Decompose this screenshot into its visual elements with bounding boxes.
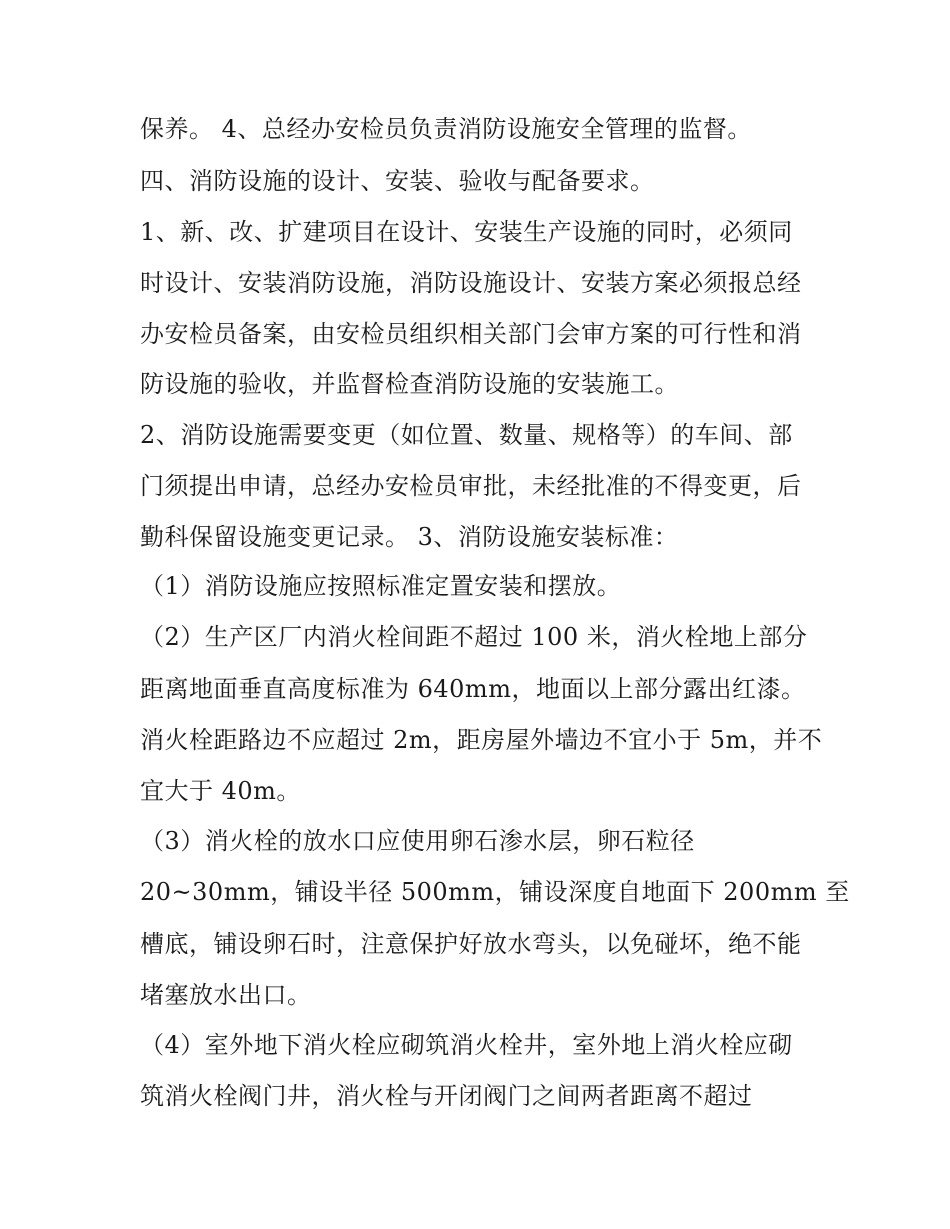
text-line: 堵塞放水出口。 bbox=[140, 981, 312, 1009]
text-line: 门须提出申请，总经办安检员审批，未经批准的不得变更，后 bbox=[140, 472, 802, 500]
text-line: 2、消防设施需要变更（如位置、数量、规格等）的车间、部 bbox=[140, 421, 793, 449]
text-line: 时设计、安装消防设施，消防设施设计、安装方案必须报总经 bbox=[140, 269, 802, 297]
text-line: 保养。 4、总经办安检员负责消防设施安全管理的监督。 bbox=[140, 115, 752, 143]
text-line: 槽底，铺设卵石时，注意保护好放水弯头，以免碰坏，绝不能 bbox=[140, 930, 802, 958]
text-line: 20~30mm，铺设半径 500mm，铺设深度自地面下 200mm 至 bbox=[140, 878, 850, 906]
text-line: 宜大于 40m。 bbox=[140, 777, 301, 805]
text-line: 防设施的验收，并监督检查消防设施的安装施工。 bbox=[140, 370, 679, 398]
text-line: （2）生产区厂内消火栓间距不超过 100 米，消火栓地上部分 bbox=[140, 623, 808, 651]
text-line: 勤科保留设施变更记录。 3、消防设施安装标准： bbox=[140, 523, 679, 551]
text-line: 筑消火栓阀门井，消火栓与开闭阀门之间两者距离不超过 bbox=[140, 1082, 753, 1110]
text-line: 消火栓距路边不应超过 2m，距房屋外墙边不宜小于 5m，并不 bbox=[140, 726, 823, 754]
text-line: （4）室外地下消火栓应砌筑消火栓井，室外地上消火栓应砌 bbox=[140, 1031, 793, 1059]
text-line: （1）消防设施应按照标准定置安装和摆放。 bbox=[140, 572, 622, 600]
text-line: 办安检员备案，由安检员组织相关部门会审方案的可行性和消 bbox=[140, 320, 802, 348]
text-line: （3）消火栓的放水口应使用卵石渗水层，卵石粒径 bbox=[140, 827, 695, 855]
section-heading: 四、消防设施的设计、安装、验收与配备要求。 bbox=[140, 167, 655, 195]
text-line: 距离地面垂直高度标准为 640mm，地面以上部分露出红漆。 bbox=[140, 675, 806, 703]
text-line: 1、新、改、扩建项目在设计、安装生产设施的同时，必须同 bbox=[140, 218, 793, 246]
